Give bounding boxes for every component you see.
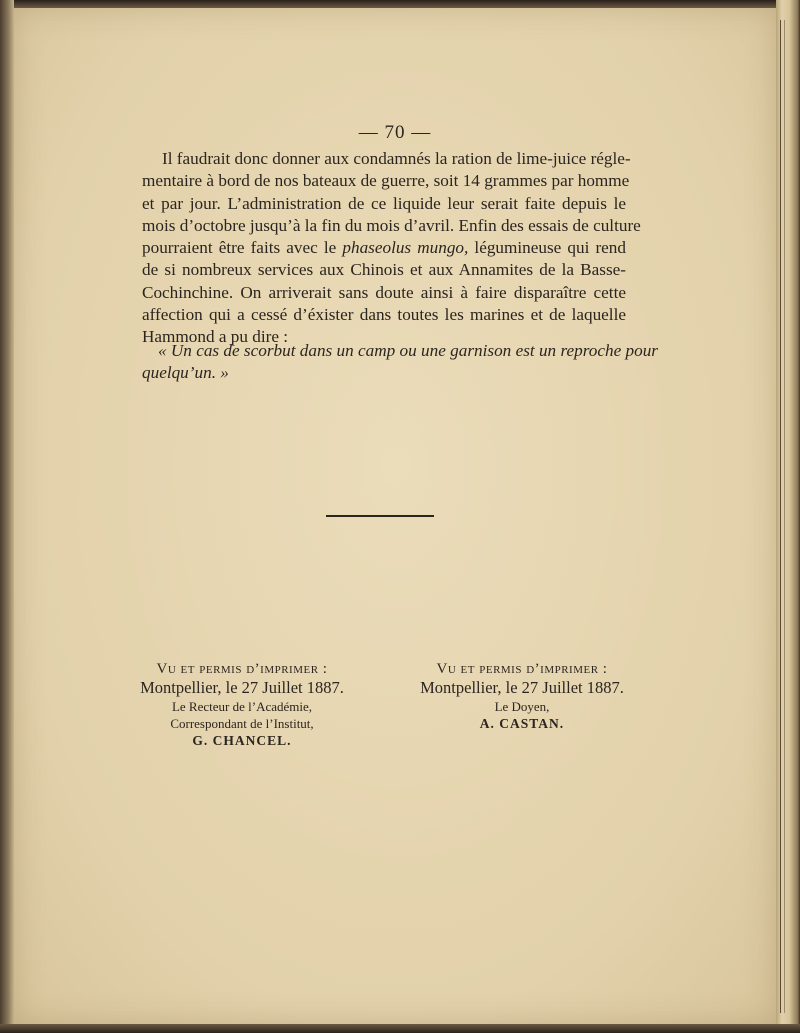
text-line: mentaire à bord de nos bateaux de guerre, soit 14 grammes par homme — [142, 171, 630, 191]
text-segment: légumineuse qui rend — [474, 238, 626, 258]
text-line: Il faudrait donc donner aux condamnés la ration de lime-juice régle- — [162, 149, 631, 168]
text-line: et par jour. L’administration de ce liquide leur serait faite depuis le — [142, 193, 626, 213]
text-line: Cochinchine. On arriverait sans doute ainsi à faire disparaître cette — [142, 282, 626, 302]
text-line: mois d’octobre jusqu’à la fin du mois d’avril. Enfin des essais de culture — [142, 215, 641, 235]
text-line: affection qui a cessé d’éxister dans toutes les marines et de laquelle — [142, 305, 626, 325]
imprimatur-role: Le Doyen, — [494, 699, 550, 714]
main-paragraph — [142, 148, 641, 349]
hammond-quote — [142, 340, 658, 385]
imprimatur-heading: Vu et permis d’imprimer : — [436, 661, 608, 677]
page-edge-line — [780, 20, 781, 1013]
book-bottom-edge — [0, 1024, 800, 1033]
section-rule — [326, 515, 434, 517]
text-segment: pourraient être faits avec le — [142, 238, 337, 258]
imprimatur-place-date: Montpellier, le 27 Juillet 1887. — [140, 678, 344, 697]
imprimatur-heading: Vu et permis d’imprimer : — [156, 661, 328, 677]
book-left-edge — [0, 0, 14, 1033]
book-top-edge — [0, 0, 800, 8]
imprimatur-signatory: G. CHANCEL. — [192, 733, 292, 748]
text-line: Hammond a pu dire : — [142, 327, 289, 347]
page-number: — 70 — — [358, 122, 432, 143]
imprimatur-place-date: Montpellier, le 27 Juillet 1887. — [420, 678, 624, 697]
imprimatur-recteur — [92, 660, 392, 750]
quote-line: quelqu’un. » — [142, 363, 229, 383]
text-line — [142, 237, 626, 259]
imprimatur-role: Correspondant de l’Institut, — [170, 716, 314, 731]
imprimatur-signatory: A. CASTAN. — [479, 716, 565, 731]
text-line: de si nombreux services aux Chinois et aux Annamites de la Basse- — [142, 260, 626, 280]
imprimatur-doyen — [372, 660, 672, 733]
quote-line: « Un cas de scorbut dans un camp ou une garnison est un reproche pour — [158, 341, 658, 360]
book-right-edge — [776, 0, 800, 1033]
page-edge-line — [784, 20, 785, 1013]
species-name: phaseolus mungo, — [342, 238, 469, 258]
imprimatur-role: Le Recteur de l’Académie, — [171, 699, 313, 714]
